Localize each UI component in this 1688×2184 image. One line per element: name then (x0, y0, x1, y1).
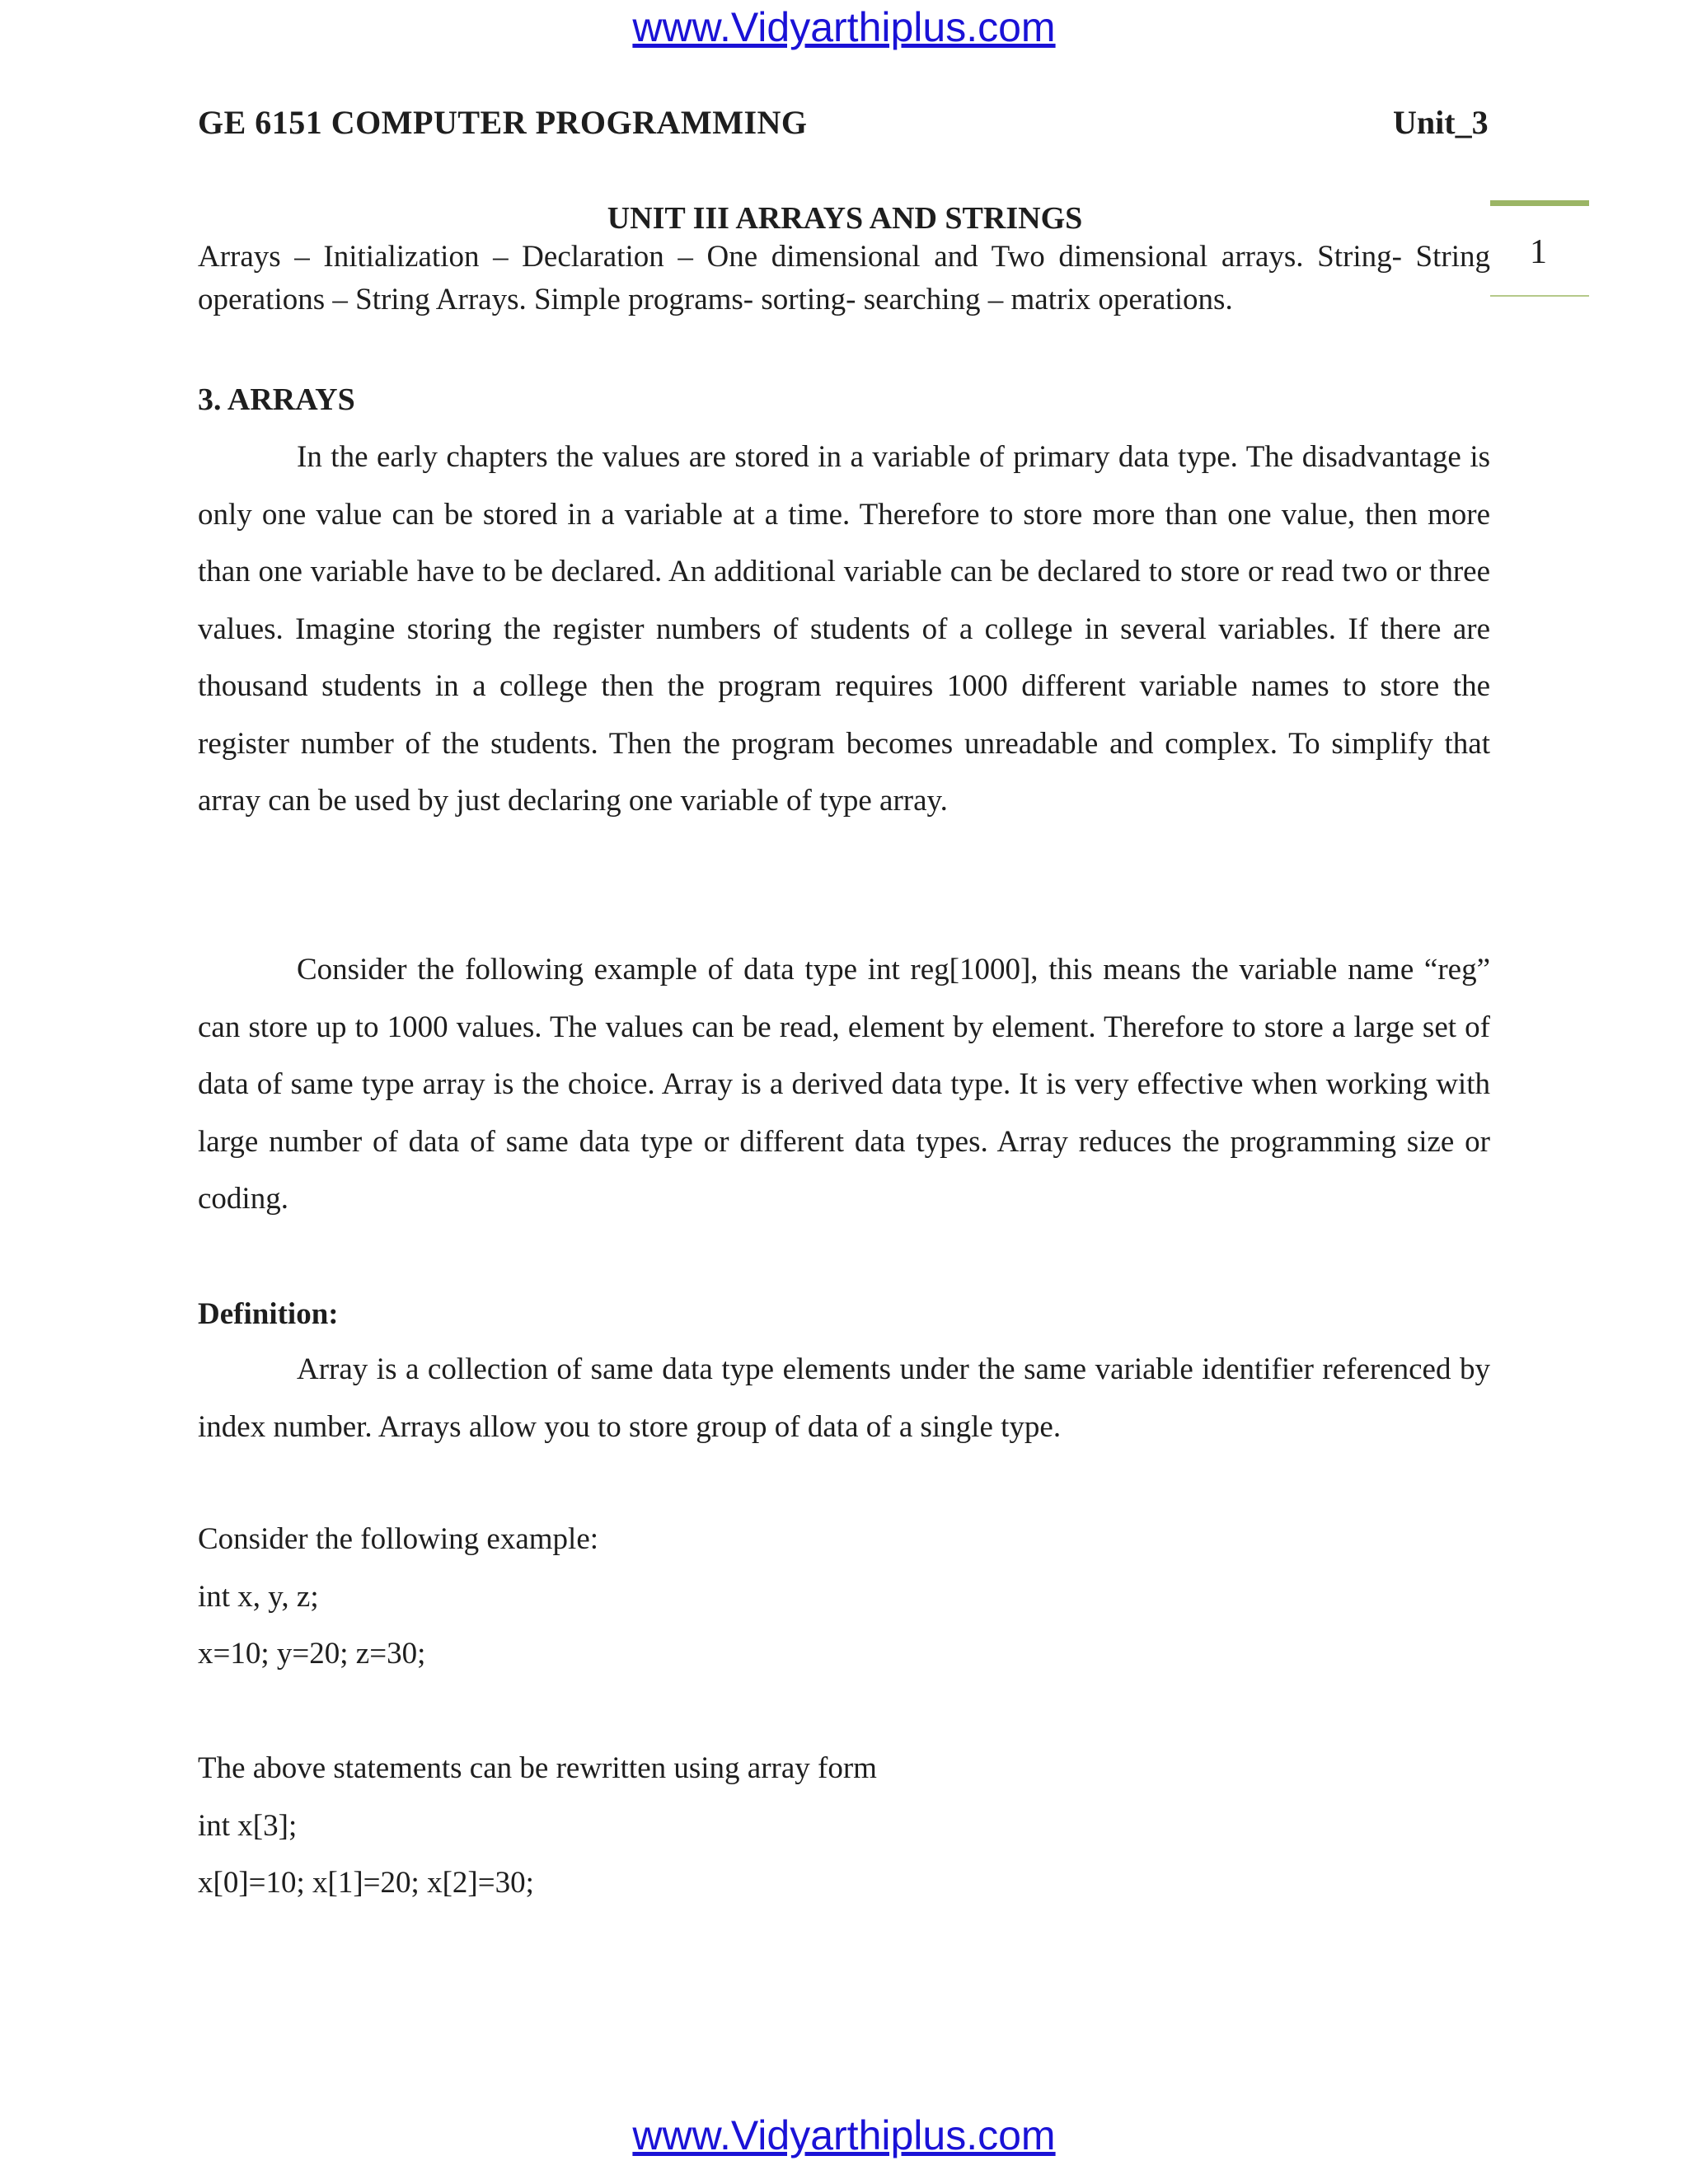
example-line: The above statements can be rewritten using array form (198, 1751, 877, 1785)
code-line: x=10; y=20; z=30; (198, 1637, 426, 1671)
definition-text: Array is a collection of same data type elements under the same variable identifier referenced by index number. Arrays allow you to store group of data of a single type. (198, 1352, 1490, 1444)
code-line: x[0]=10; x[1]=20; x[2]=30; (198, 1866, 534, 1900)
paragraph-example: Consider the following example of data type int reg[1000], this means the variable name “reg” can store up to 1000 values. The values can be read, element by element. Therefore to store a large set of data of same type array is the choice. Array is a derived data type. It is very effective when working with large number of data of same data type or different data types. Array reduces the programming size or coding. (198, 953, 1490, 1216)
course-header: GE 6151 COMPUTER PROGRAMMING (198, 104, 808, 141)
top-site-link[interactable]: www.Vidyarthiplus.com (632, 4, 1056, 50)
bottom-site-link[interactable]: www.Vidyarthiplus.com (632, 2112, 1056, 2158)
example-line: Consider the following example: (198, 1522, 599, 1556)
code-line: int x[3]; (198, 1809, 298, 1843)
code-line: int x, y, z; (198, 1580, 319, 1614)
page-number-bottom-rule (1490, 295, 1589, 297)
paragraph-intro: In the early chapters the values are stored in a variable of primary data type. The disadvantage is only one value can be stored in a variable at a time. Therefore to store more than one value, then more than one variable have to be declared. An additional variable can be declared to store or read two or three values. Imagine storing the register numbers of students of a college in several variables. If there are thousand students in a college then the program requires 1000 different variable names to store the register number of the students. Then the program becomes unreadable and complex. To simplify that array can be used by just declaring one variable of type array. (198, 440, 1490, 818)
definition-heading: Definition: (198, 1297, 339, 1331)
section-heading: 3. ARRAYS (198, 382, 355, 417)
page-number: 1 (1530, 233, 1547, 271)
unit-title: UNIT III ARRAYS AND STRINGS (607, 201, 1083, 236)
unit-label: Unit_3 (1393, 104, 1489, 141)
syllabus-text: Arrays – Initialization – Declaration – One dimensional and Two dimensional arrays. String- String operations – String Arrays. Simple programs- sorting- searching – matrix operations. (198, 240, 1490, 316)
page-number-top-rule (1490, 200, 1589, 206)
